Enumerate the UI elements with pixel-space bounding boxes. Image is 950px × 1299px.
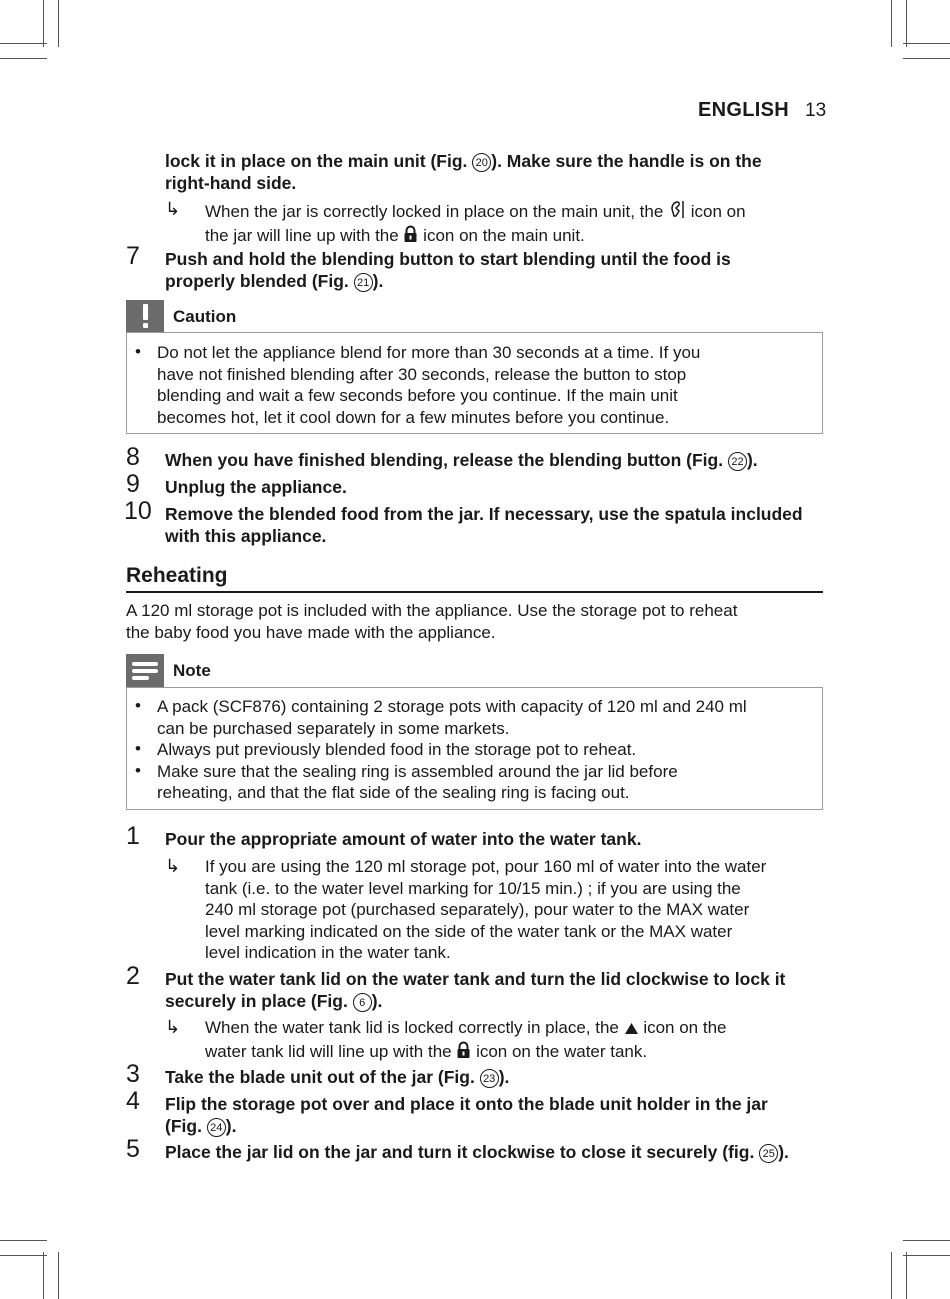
- caution-badge: [126, 300, 164, 332]
- caution-title: Caution: [173, 307, 237, 326]
- fig-ref: 22: [728, 452, 747, 471]
- step-text: Unplug the appliance.: [165, 477, 347, 497]
- step-number: 9: [126, 470, 140, 498]
- bullet: •: [135, 739, 141, 758]
- fig-ref: 21: [354, 273, 373, 292]
- section-intro: A 120 ml storage pot is included with the appliance. Use the storage pot to reheat the baby food you have made with the appliance.: [126, 601, 738, 642]
- caution-box: [126, 332, 823, 434]
- step-number: 7: [126, 242, 140, 270]
- step-text: Put the water tank lid on the water tank and turn the lid clockwise to lock it securely in place (Fig. 6 ).: [165, 969, 786, 1011]
- step-number: 4: [126, 1087, 140, 1115]
- crop-mark: [906, 1252, 907, 1299]
- bullet: •: [135, 760, 141, 780]
- crop-mark: [906, 0, 907, 47]
- triangle-up-icon: [624, 1019, 639, 1041]
- caution-text: Do not let the appliance blend for more than 30 seconds at a time. If you have not finished blending after 30 seconds, release the button to stop blending and wait a few seconds before you continue. If the main unit becomes hot, let it cool down for a few minutes before you continue.: [157, 343, 701, 427]
- note-title: Note: [173, 661, 211, 680]
- step-text: Flip the storage pot over and place it onto the blade unit holder in the jar (Fig. 24 ).: [165, 1094, 768, 1136]
- crop-mark: [58, 1252, 59, 1299]
- fig-ref: 23: [480, 1069, 499, 1088]
- jar-unlock-icon: [668, 199, 686, 225]
- padlock-icon: [403, 225, 418, 249]
- exclamation-dot: [143, 323, 148, 328]
- note-line: [132, 676, 149, 680]
- padlock-icon: [456, 1041, 471, 1065]
- note-box: [126, 687, 823, 810]
- bullet: •: [135, 342, 141, 361]
- step-text: When you have finished blending, release the blending button (Fig. 22 ).: [165, 450, 758, 470]
- bullet: •: [135, 696, 141, 715]
- fig-ref: 25: [759, 1144, 778, 1163]
- exclamation-icon: [143, 304, 148, 320]
- section-rule: [126, 591, 823, 593]
- step-text: Place the jar lid on the jar and turn it clockwise to close it securely (fig. 25 ).: [165, 1142, 789, 1162]
- step-number: 8: [126, 443, 140, 471]
- crop-mark: [903, 43, 950, 44]
- result-arrow-icon: ↳: [165, 1017, 181, 1037]
- crop-mark: [58, 0, 59, 47]
- crop-mark: [43, 1252, 44, 1299]
- result-text: When the jar is correctly locked in place on the main unit, the icon on the jar will line up with the icon on the main unit.: [205, 199, 825, 248]
- step-text: Pour the appropriate amount of water into the water tank.: [165, 829, 642, 849]
- crop-mark: [0, 43, 47, 44]
- crop-mark: [0, 58, 47, 59]
- crop-mark: [43, 0, 44, 47]
- fig-ref: 6: [353, 993, 372, 1012]
- page-language: ENGLISH: [698, 99, 789, 121]
- result-arrow-icon: ↳: [165, 199, 181, 219]
- step-text: Remove the blended food from the jar. If necessary, use the spatula included with this appliance.: [165, 504, 803, 546]
- step-number: 3: [126, 1060, 140, 1088]
- page-number: 13: [805, 100, 827, 121]
- crop-mark: [891, 0, 892, 47]
- section-heading: Reheating: [126, 564, 228, 587]
- step-number: 2: [126, 962, 140, 990]
- note-lines-icon: [132, 662, 158, 666]
- crop-mark: [0, 1255, 47, 1256]
- note-text: A pack (SCF876) containing 2 storage pots with capacity of 120 ml and 240 ml can be purchased separately in some markets. Always put previously blended food in the storage pot to reheat. Make sure that the sealing ring is assembled around the jar lid before reheating, and that the flat side of the sealing ring is facing out.: [157, 697, 747, 802]
- step-number: 10: [124, 497, 152, 525]
- crop-mark: [0, 1240, 47, 1241]
- crop-mark: [903, 1240, 950, 1241]
- crop-mark: [891, 1252, 892, 1299]
- result-text: When the water tank lid is locked correctly in place, the icon on the water tank lid will line up with the icon on the water tank.: [205, 1017, 825, 1064]
- result-text: If you are using the 120 ml storage pot, pour 160 ml of water into the water tank (i.e. to the water level marking for 10/15 min.) ; if you are using the 240 ml storage pot (purchased separately), pour water to the MAX water level marking indicated on the side of the water tank or the MAX water level indication in the water tank.: [205, 857, 767, 962]
- note-line: [132, 669, 158, 673]
- step-text: Push and hold the blending button to start blending until the food is properly blended (Fig. 21 ).: [165, 249, 731, 291]
- result-arrow-icon: ↳: [165, 856, 181, 876]
- crop-mark: [903, 1255, 950, 1256]
- fig-ref: 24: [207, 1118, 226, 1137]
- note-badge: [126, 654, 164, 687]
- crop-mark: [903, 58, 950, 59]
- step-number: 1: [126, 822, 140, 850]
- step-number: 5: [126, 1135, 140, 1163]
- fig-ref: 20: [472, 153, 491, 172]
- continued-step: lock it in place on the main unit (Fig. 20 ). Make sure the handle is on the right-hand side.: [165, 151, 762, 193]
- step-text: Take the blade unit out of the jar (Fig. 23 ).: [165, 1067, 510, 1087]
